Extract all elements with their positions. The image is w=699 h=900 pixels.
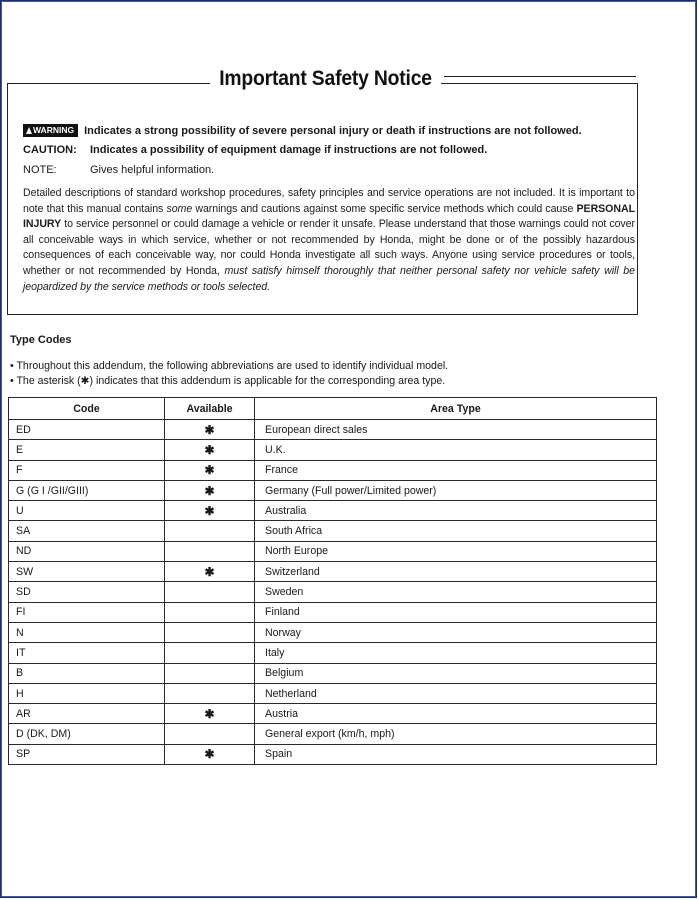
cell-area-type: U.K. [255, 440, 657, 460]
cell-code: E [9, 440, 165, 460]
table-row [9, 420, 657, 440]
cell-available [165, 643, 255, 663]
cell-code: N [9, 622, 165, 642]
cell-available [165, 602, 255, 622]
table-row [9, 663, 657, 683]
bullet-abbreviations: • Throughout this addendum, the following abbreviations are used to identify individual model. [10, 360, 449, 372]
cell-code: D (DK, DM) [9, 724, 165, 744]
note-row [23, 163, 214, 177]
table-row [9, 440, 657, 460]
table-row [9, 562, 657, 582]
cell-code: SP [9, 744, 165, 764]
cell-available [165, 663, 255, 683]
cell-code: ND [9, 541, 165, 561]
cell-available [165, 521, 255, 541]
cell-area-type: Sweden [255, 582, 657, 602]
table-header-row [9, 398, 657, 420]
table-row [9, 541, 657, 561]
caution-text: Indicates a possibility of equipment damage if instructions are not followed. [90, 144, 488, 156]
cell-area-type: Italy [255, 643, 657, 663]
table-row [9, 744, 657, 764]
para-text-2: warnings and cautions against some specific service methods which could cause [192, 202, 577, 215]
table-row [9, 683, 657, 703]
cell-area-type: Australia [255, 501, 657, 521]
bullet-asterisk: • The asterisk (✱) indicates that this addendum is applicable for the corresponding area type. [10, 375, 446, 387]
safety-paragraph [23, 186, 635, 295]
note-text: Gives helpful information. [90, 164, 215, 176]
table-row [9, 582, 657, 602]
cell-area-type: North Europe [255, 541, 657, 561]
cell-code: AR [9, 704, 165, 724]
cell-code: SW [9, 562, 165, 582]
cell-area-type: Germany (Full power/Limited power) [255, 480, 657, 500]
cell-area-type: Spain [255, 744, 657, 764]
column-header-code: Code [9, 398, 165, 420]
cell-available [165, 724, 255, 744]
cell-code: SD [9, 582, 165, 602]
table-row [9, 704, 657, 724]
cell-area-type: Norway [255, 622, 657, 642]
cell-available [165, 622, 255, 642]
cell-available: ✱ [165, 501, 255, 521]
column-header-available: Available [165, 398, 255, 420]
cell-code: ED [9, 420, 165, 440]
caution-row [23, 143, 487, 157]
para-text-3: to service personnel or could damage a vehicle or render it unsafe. Please understand that those warnings could not cover all conceivable ways in which service, whether or not recommended by Honda, might be done or of the possibly hazardous consequences of each conceivable way, nor could Honda investigate all such ways. Anyone using service procedures or tools, whether or not recommended by Honda, [23, 218, 635, 277]
cell-area-type: General export (km/h, mph) [255, 724, 657, 744]
type-codes-table [8, 397, 657, 765]
cell-available: ✱ [165, 420, 255, 440]
cell-available: ✱ [165, 480, 255, 500]
para-text-1: Detailed descriptions of standard workshop procedures, safety principles and service operations are not included. It is important to note that this manual contains [23, 187, 635, 215]
caution-label: CAUTION: [23, 144, 77, 156]
cell-code: FI [9, 602, 165, 622]
cell-available: ✱ [165, 704, 255, 724]
warning-row [23, 124, 582, 138]
warning-badge [23, 124, 78, 137]
table-row [9, 501, 657, 521]
column-header-area-type: Area Type [255, 398, 657, 420]
cell-area-type: Austria [255, 704, 657, 724]
table-row [9, 643, 657, 663]
page-title: Important Safety Notice [210, 66, 441, 92]
cell-code: IT [9, 643, 165, 663]
cell-available: ✱ [165, 440, 255, 460]
type-codes-heading: Type Codes [10, 334, 72, 346]
cell-area-type: Switzerland [255, 562, 657, 582]
cell-available [165, 582, 255, 602]
cell-area-type: France [255, 460, 657, 480]
warning-badge-label: WARNING [33, 125, 75, 135]
cell-code: F [9, 460, 165, 480]
cell-available: ✱ [165, 460, 255, 480]
cell-code: U [9, 501, 165, 521]
warning-text: Indicates a strong possibility of severe personal injury or death if instructions are not followed. [84, 125, 582, 137]
table-row [9, 460, 657, 480]
table-row [9, 521, 657, 541]
table-row [9, 602, 657, 622]
title-rule [444, 76, 636, 77]
cell-area-type: South Africa [255, 521, 657, 541]
cell-area-type: European direct sales [255, 420, 657, 440]
para-personal-injury: PERSONAL INJURY [23, 202, 635, 231]
para-emphasis-must: must satisfy himself thoroughly that neither personal safety nor vehicle safety will be jeopardized by the service methods or tools selected. [23, 264, 635, 293]
table-row [9, 724, 657, 744]
cell-code: B [9, 663, 165, 683]
cell-available: ✱ [165, 744, 255, 764]
warning-triangle-icon [26, 127, 32, 134]
cell-code: G (G I /GII/GIII) [9, 480, 165, 500]
para-emphasis-some: some [166, 202, 193, 215]
cell-area-type: Finland [255, 602, 657, 622]
cell-code: SA [9, 521, 165, 541]
note-label: NOTE: [23, 164, 57, 176]
table-row [9, 622, 657, 642]
cell-available [165, 683, 255, 703]
cell-area-type: Netherland [255, 683, 657, 703]
cell-area-type: Belgium [255, 663, 657, 683]
cell-code: H [9, 683, 165, 703]
table-row [9, 480, 657, 500]
cell-available [165, 541, 255, 561]
cell-available: ✱ [165, 562, 255, 582]
